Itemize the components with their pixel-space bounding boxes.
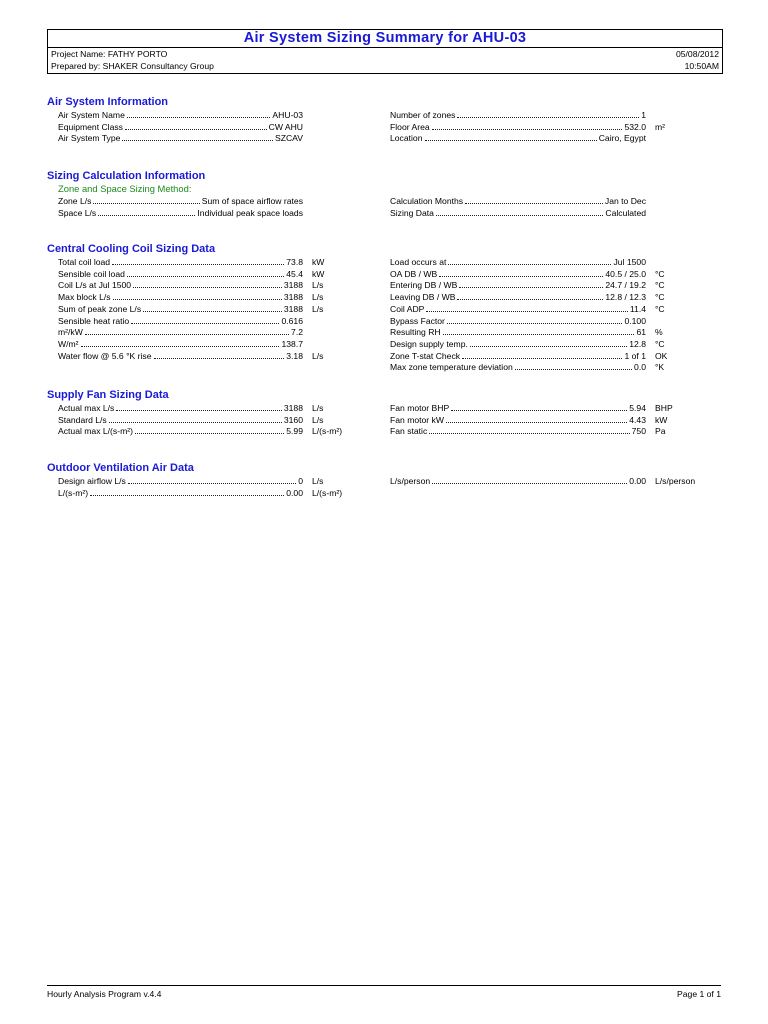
field-unit: kW <box>312 268 325 279</box>
field-value: 4.43 <box>629 414 646 425</box>
field-label: Location <box>390 133 423 144</box>
leader-dots <box>432 129 622 130</box>
field-value: Jul 1500 <box>613 257 646 267</box>
field-label: m²/kW <box>58 327 83 338</box>
leader-dots <box>425 140 597 141</box>
field-label: L/(s-m²) <box>58 487 89 498</box>
field-value: 5.99 <box>286 426 303 437</box>
field-value: 0.00 <box>286 487 303 498</box>
field-row <box>390 195 646 207</box>
field-value: 12.8 / 12.3 <box>605 292 646 303</box>
field-row <box>58 315 303 327</box>
field-row <box>58 326 303 338</box>
field-unit: L/s <box>312 292 324 303</box>
field-label: Standard L/s <box>58 414 107 425</box>
field-value: 750 <box>631 426 646 437</box>
leader-dots <box>439 276 603 277</box>
field-value: 3188 <box>283 403 303 413</box>
leader-dots <box>429 433 630 434</box>
field-label: Zone L/s <box>58 196 92 206</box>
field-unit: L/s/person <box>655 476 696 486</box>
field-row <box>58 475 303 487</box>
field-row <box>58 256 303 268</box>
field-unit: °C <box>655 280 665 291</box>
leader-dots <box>465 203 603 204</box>
field-label: Water flow @ 5.6 °K rise <box>58 350 152 361</box>
report-info-box <box>47 47 723 74</box>
field-value: CW AHU <box>268 121 303 132</box>
leader-dots <box>85 334 289 335</box>
field-value: 5.94 <box>629 403 646 413</box>
field-value: 45.4 <box>286 268 303 279</box>
field-label: Number of zones <box>390 110 456 120</box>
field-row <box>58 268 303 280</box>
field-row <box>390 315 646 327</box>
field-row <box>390 291 646 303</box>
leader-dots <box>133 287 282 288</box>
field-value: Sum of space airflow rates <box>201 196 303 206</box>
field-unit: L/(s-m²) <box>312 426 343 437</box>
field-unit: m² <box>655 121 666 132</box>
leader-dots <box>125 129 267 130</box>
field-value: 1 <box>641 110 646 120</box>
leader-dots <box>135 433 284 434</box>
field-unit: L/s <box>312 403 324 413</box>
field-unit: kW <box>312 257 325 267</box>
field-row <box>390 475 646 487</box>
field-row <box>58 109 303 121</box>
field-row <box>390 425 646 437</box>
field-value: 3188 <box>283 303 303 314</box>
field-value: 0.00 <box>629 476 646 486</box>
leader-dots <box>447 323 622 324</box>
leader-dots <box>113 299 282 300</box>
field-label: L/s/person <box>390 476 431 486</box>
field-value: Calculated <box>605 207 646 218</box>
leader-dots <box>109 422 282 423</box>
field-row <box>58 338 303 350</box>
leader-dots <box>93 203 200 204</box>
field-unit: L/s <box>312 303 324 314</box>
field-unit: °C <box>655 338 665 349</box>
leader-dots <box>451 410 627 411</box>
leader-dots <box>448 264 611 265</box>
field-unit: L/s <box>312 476 324 486</box>
leader-dots <box>426 311 628 312</box>
field-unit: Pa <box>655 426 666 437</box>
field-row <box>58 207 303 219</box>
field-unit: OK <box>655 350 668 361</box>
field-value: 3160 <box>283 414 303 425</box>
field-value: SZCAV <box>274 133 303 144</box>
field-value: 7.2 <box>291 327 303 338</box>
leader-dots <box>436 215 603 216</box>
field-row <box>390 256 646 268</box>
leader-dots <box>432 483 627 484</box>
field-label: Total coil load <box>58 257 111 267</box>
field-label: Bypass Factor <box>390 315 445 326</box>
field-row <box>58 425 303 437</box>
field-label: Zone T-stat Check <box>390 350 461 361</box>
leader-dots <box>462 358 622 359</box>
field-label: Fan motor BHP <box>390 403 450 413</box>
field-label: Equipment Class <box>58 121 123 132</box>
field-label: Design airflow L/s <box>58 476 126 486</box>
report-time: 10:50AM <box>684 61 719 71</box>
field-row <box>58 350 303 362</box>
section-title: Central Cooling Coil Sizing Data <box>47 243 216 255</box>
field-row <box>58 402 303 414</box>
leader-dots <box>122 140 273 141</box>
section-title: Air System Information <box>47 96 169 108</box>
field-label: Sum of peak zone L/s <box>58 303 142 314</box>
section-title: Supply Fan Sizing Data <box>47 389 169 401</box>
field-unit: L/s <box>312 280 324 291</box>
field-unit: °C <box>655 268 665 279</box>
field-label: Resulting RH <box>390 327 441 338</box>
field-value: 61 <box>636 327 646 338</box>
field-row <box>58 414 303 426</box>
field-row <box>58 121 303 133</box>
field-row <box>58 487 303 499</box>
field-label: Air System Name <box>58 110 125 120</box>
field-value: 40.5 / 25.0 <box>605 268 646 279</box>
field-row <box>390 402 646 414</box>
section-subtitle: Zone and Space Sizing Method: <box>58 183 192 194</box>
field-label: Sensible heat ratio <box>58 315 130 326</box>
field-label: Sensible coil load <box>58 268 125 279</box>
field-value: 0 <box>298 476 303 486</box>
field-row <box>390 326 646 338</box>
field-unit: L/s <box>312 350 324 361</box>
field-value: 0.0 <box>634 362 646 373</box>
field-value: AHU-03 <box>272 110 303 120</box>
section-title: Sizing Calculation Information <box>47 170 206 182</box>
field-row <box>58 279 303 291</box>
field-value: Jan to Dec <box>604 196 646 206</box>
field-value: 12.8 <box>629 338 646 349</box>
field-label: Max zone temperature deviation <box>390 362 513 373</box>
leader-dots <box>112 264 284 265</box>
field-value: Cairo, Egypt <box>598 133 646 144</box>
field-value: 1 of 1 <box>624 350 646 361</box>
field-label: Design supply temp. <box>390 338 468 349</box>
field-value: 0.616 <box>281 315 303 326</box>
field-row <box>390 121 646 133</box>
field-row <box>390 414 646 426</box>
field-label: Floor Area <box>390 121 430 132</box>
leader-dots <box>81 346 279 347</box>
section-title: Outdoor Ventilation Air Data <box>47 462 194 474</box>
field-value: 11.4 <box>629 303 646 314</box>
field-value: 24.7 / 19.2 <box>605 280 646 291</box>
field-label: Fan static <box>390 426 428 437</box>
field-row <box>390 303 646 315</box>
report-title: Air System Sizing Summary for AHU-03 <box>47 29 723 48</box>
field-label: Actual max L/(s-m²) <box>58 426 133 437</box>
field-label: Sizing Data <box>390 207 434 218</box>
field-row <box>390 350 646 362</box>
field-value: 73.8 <box>286 257 303 267</box>
field-unit: °C <box>655 292 665 303</box>
field-row <box>390 207 646 219</box>
field-label: W/m² <box>58 338 79 349</box>
field-value: 0.100 <box>624 315 646 326</box>
leader-dots <box>457 299 603 300</box>
report-date: 05/08/2012 <box>675 49 719 59</box>
field-value: 3.18 <box>286 350 303 361</box>
field-label: Coil ADP <box>390 303 425 314</box>
field-label: Space L/s <box>58 207 97 218</box>
field-row <box>58 303 303 315</box>
leader-dots <box>128 483 296 484</box>
leader-dots <box>131 323 279 324</box>
field-row <box>390 279 646 291</box>
leader-dots <box>90 495 284 496</box>
field-value: 532.0 <box>624 121 646 132</box>
field-value: 138.7 <box>281 338 303 349</box>
leader-dots <box>154 358 284 359</box>
field-value: 3188 <box>283 280 303 291</box>
leader-dots <box>459 287 603 288</box>
leader-dots <box>470 346 627 347</box>
leader-dots <box>446 422 627 423</box>
field-row <box>390 109 646 121</box>
leader-dots <box>98 215 195 216</box>
field-unit: L/s <box>312 414 324 425</box>
leader-dots <box>127 276 284 277</box>
field-row <box>58 132 303 144</box>
field-row <box>390 338 646 350</box>
leader-dots <box>457 117 639 118</box>
prepared-by: Prepared by: SHAKER Consultancy Group <box>51 61 214 71</box>
footer-page: Page 1 of 1 <box>677 989 721 999</box>
leader-dots <box>143 311 282 312</box>
footer-program: Hourly Analysis Program v.4.4 <box>47 989 162 999</box>
field-label: Entering DB / WB <box>390 280 458 291</box>
field-row <box>58 291 303 303</box>
field-label: Load occurs at <box>390 257 447 267</box>
field-row <box>390 361 646 373</box>
project-name: Project Name: FATHY PORTO <box>51 49 168 59</box>
leader-dots <box>116 410 282 411</box>
field-label: Actual max L/s <box>58 403 115 413</box>
field-label: Max block L/s <box>58 292 111 303</box>
field-row <box>390 268 646 280</box>
field-value: Individual peak space loads <box>197 207 303 218</box>
field-row <box>390 132 646 144</box>
leader-dots <box>127 117 270 118</box>
field-label: Air System Type <box>58 133 121 144</box>
field-unit: °C <box>655 303 665 314</box>
field-label: OA DB / WB <box>390 268 438 279</box>
field-unit: % <box>655 327 663 338</box>
field-label: Leaving DB / WB <box>390 292 456 303</box>
field-unit: °K <box>655 362 665 373</box>
leader-dots <box>443 334 634 335</box>
field-unit: L/(s-m²) <box>312 487 343 498</box>
field-unit: BHP <box>655 403 673 413</box>
field-unit: kW <box>655 414 668 425</box>
leader-dots <box>515 369 632 370</box>
field-value: 3188 <box>283 292 303 303</box>
field-label: Fan motor kW <box>390 414 444 425</box>
footer-divider <box>47 985 721 986</box>
field-row <box>58 195 303 207</box>
field-label: Calculation Months <box>390 196 464 206</box>
field-label: Coil L/s at Jul 1500 <box>58 280 132 291</box>
